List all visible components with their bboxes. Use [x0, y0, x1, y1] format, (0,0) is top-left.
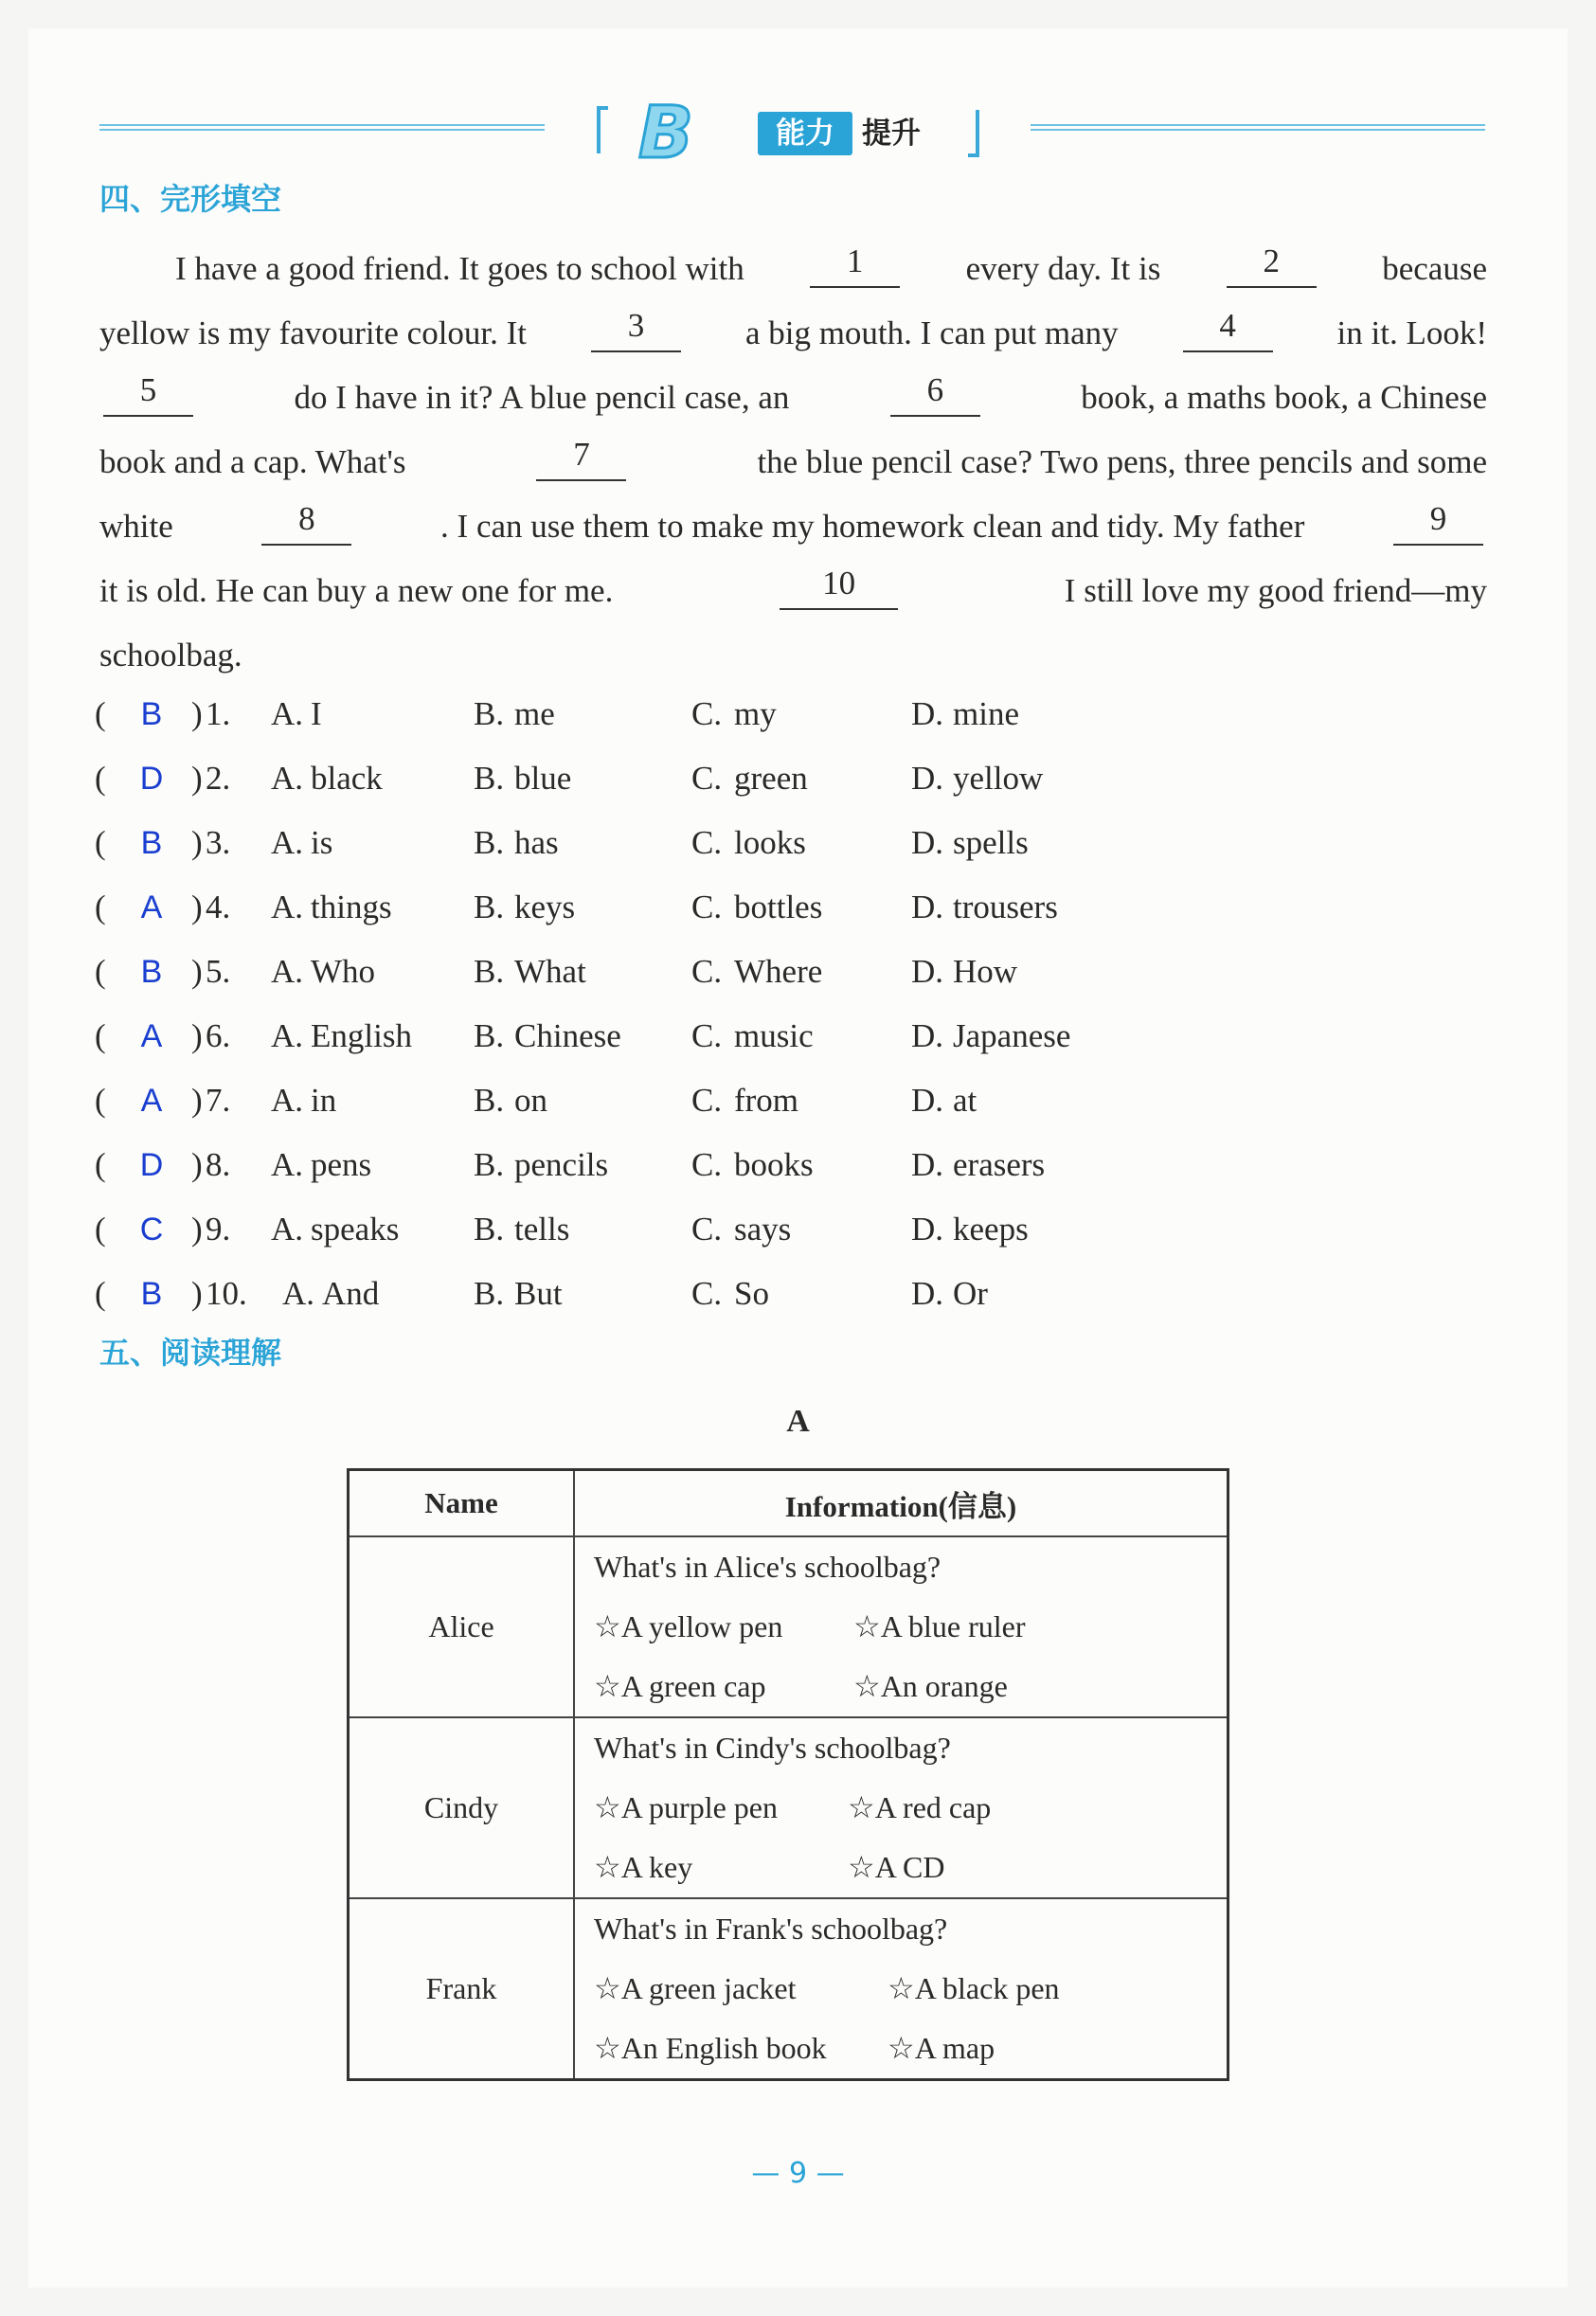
question-row: [95, 811, 1515, 875]
answer-mark: A: [140, 1018, 163, 1054]
option-d: Or: [953, 1275, 988, 1312]
passage-line: [99, 559, 1487, 623]
blank-5: 5: [103, 366, 193, 417]
b-logo-icon: [635, 99, 718, 165]
question-number: 9.: [206, 1211, 231, 1248]
b-logo-letter: B: [638, 99, 693, 165]
paren-left: (: [95, 1082, 106, 1119]
paren-right: ): [191, 695, 203, 732]
student-name: Frank: [349, 1898, 575, 2080]
option-label-b: B.: [474, 953, 505, 990]
passage-text: do I have in it? A blue pencil case, an: [294, 379, 790, 416]
option-b: But: [514, 1275, 563, 1312]
passage-text: in it. Look!: [1336, 314, 1487, 351]
question-row: [95, 1004, 1515, 1068]
option-c: So: [734, 1275, 769, 1312]
question-number: 5.: [206, 953, 231, 990]
option-label-d: D.: [911, 824, 944, 861]
option-label-a: A.: [271, 1017, 304, 1054]
option-a: is: [311, 824, 333, 861]
option-b: Chinese: [514, 1017, 621, 1054]
answer-mark: B: [140, 954, 163, 990]
question-number: 4.: [206, 889, 231, 925]
answer-mark: C: [139, 1212, 164, 1248]
option-label-c: C.: [691, 1082, 723, 1119]
paren-right: ): [191, 1275, 203, 1312]
blank-8: 8: [261, 494, 351, 546]
blank-3: 3: [591, 301, 681, 352]
answer-mark: D: [139, 1147, 164, 1183]
answer-mark: A: [140, 1083, 163, 1119]
question-row: [95, 1068, 1515, 1133]
option-d: How: [953, 953, 1018, 990]
info-item: ☆A CD: [848, 1850, 945, 1884]
info-question: What's in Alice's schoolbag?: [594, 1550, 941, 1584]
info-item-line: [594, 2019, 1227, 2078]
paren-left: (: [95, 695, 106, 732]
info-item-line: [594, 1959, 1227, 2019]
header-rule-left: [99, 124, 545, 131]
option-d: keeps: [953, 1211, 1029, 1248]
paren-right: ): [191, 824, 203, 861]
option-label-c: C.: [691, 1146, 723, 1183]
passage-title: A: [786, 1404, 810, 1439]
option-label-b: B.: [474, 1146, 505, 1183]
passage-text: yellow is my favourite colour. It: [99, 314, 528, 351]
question-number: 7.: [206, 1082, 231, 1119]
option-d: trousers: [953, 889, 1058, 925]
option-label-c: C.: [691, 889, 723, 925]
question-list: [95, 682, 1515, 1326]
option-d: erasers: [953, 1146, 1046, 1183]
option-c: from: [734, 1082, 799, 1119]
question-row: [95, 940, 1515, 1004]
question-row: [95, 1133, 1515, 1197]
passage-line: [99, 430, 1487, 494]
table-row: [349, 1536, 1228, 1717]
info-cell: [574, 1536, 1228, 1717]
option-a: Who: [311, 953, 376, 990]
option-label-a: A.: [271, 695, 304, 732]
question-row: [95, 746, 1515, 811]
cloze-passage: [99, 237, 1487, 688]
paren-left: (: [95, 953, 106, 990]
option-label-d: D.: [911, 760, 944, 797]
option-label-a: A.: [271, 1211, 304, 1248]
option-b: keys: [514, 889, 576, 925]
option-label-d: D.: [911, 953, 944, 990]
info-item: ☆A key: [594, 1850, 693, 1884]
option-label-a: A.: [271, 889, 304, 925]
info-item: ☆An English book: [594, 2031, 827, 2065]
info-question: What's in Frank's schoolbag?: [594, 1912, 948, 1946]
option-label-b: B.: [474, 1275, 505, 1312]
passage-line: [99, 623, 1487, 688]
option-a: things: [311, 889, 392, 925]
paren-left: (: [95, 889, 106, 925]
option-b: blue: [514, 760, 572, 797]
info-table: [347, 1468, 1229, 2081]
option-label-c: C.: [691, 695, 723, 732]
option-label-c: C.: [691, 760, 723, 797]
option-a: black: [311, 760, 383, 797]
option-label-b: B.: [474, 824, 505, 861]
option-a: And: [322, 1275, 380, 1312]
option-label-b: B.: [474, 889, 505, 925]
info-item: ☆A green jacket: [594, 1971, 797, 2005]
option-d: Japanese: [953, 1017, 1071, 1054]
badge-label: 能力: [758, 112, 852, 155]
answer-mark: B: [140, 1276, 163, 1312]
option-c: my: [734, 695, 777, 732]
blank-4: 4: [1183, 301, 1273, 352]
info-item: ☆A yellow pen: [594, 1609, 783, 1643]
info-item: ☆A red cap: [848, 1790, 992, 1824]
option-label-d: D.: [911, 1082, 944, 1119]
passage-text: it is old. He can buy a new one for me.: [99, 572, 614, 609]
header-bracket-left: [597, 106, 608, 153]
option-c: looks: [734, 824, 806, 861]
blank-2: 2: [1227, 237, 1317, 288]
option-label-b: B.: [474, 760, 505, 797]
section4-heading: 四、完形填空: [99, 181, 282, 217]
option-a: pens: [311, 1146, 372, 1183]
answer-mark: B: [140, 696, 163, 732]
info-item: ☆A green cap: [594, 1669, 766, 1703]
option-d: at: [953, 1082, 977, 1119]
table-header-row: [349, 1470, 1228, 1537]
option-d: mine: [953, 695, 1019, 732]
passage-text: book and a cap. What's: [99, 443, 406, 480]
option-label-b: B.: [474, 1211, 505, 1248]
answer-mark: A: [140, 889, 163, 925]
blank-6: 6: [890, 366, 980, 417]
answer-mark: D: [139, 761, 164, 797]
question-number: 10.: [206, 1275, 247, 1312]
option-label-c: C.: [691, 824, 723, 861]
option-label-a: A.: [271, 1146, 304, 1183]
option-label-d: D.: [911, 695, 944, 732]
option-label-d: D.: [911, 1211, 944, 1248]
info-item: ☆A black pen: [888, 1971, 1060, 2005]
badge-text: 提升: [862, 117, 921, 151]
option-c: bottles: [734, 889, 823, 925]
info-item-line: [594, 1657, 1227, 1716]
question-number: 8.: [206, 1146, 231, 1183]
option-label-a: A.: [271, 824, 304, 861]
paren-left: (: [95, 1275, 106, 1312]
page-number: — 9 —: [751, 2157, 845, 2190]
passage-text: I still love my good friend—my: [1064, 572, 1487, 609]
student-name: Cindy: [349, 1717, 575, 1898]
passage-text: every day. It is: [965, 250, 1161, 287]
option-label-b: B.: [474, 1017, 505, 1054]
paren-right: ): [191, 1146, 203, 1183]
table-row: [349, 1898, 1228, 2080]
option-c: says: [734, 1211, 792, 1248]
option-label-a: A.: [271, 953, 304, 990]
option-c: music: [734, 1017, 814, 1054]
question-row: [95, 1262, 1515, 1326]
passage-text: because: [1382, 250, 1487, 287]
blank-9: 9: [1393, 494, 1483, 546]
col-name-header: Name: [349, 1470, 575, 1537]
passage-line: [99, 494, 1487, 559]
passage-line: [99, 301, 1487, 366]
question-row: [95, 682, 1515, 746]
question-number: 6.: [206, 1017, 231, 1054]
info-cell: [574, 1717, 1228, 1898]
option-c: books: [734, 1146, 814, 1183]
passage-text: I have a good friend. It goes to school with: [175, 250, 744, 287]
paren-right: ): [191, 1017, 203, 1054]
paren-right: ): [191, 953, 203, 990]
option-label-d: D.: [911, 1146, 944, 1183]
passage-text: schoolbag.: [99, 637, 242, 673]
passage-text: the blue pencil case? Two pens, three pencils and some: [757, 443, 1487, 480]
option-c: Where: [734, 953, 823, 990]
info-item: ☆A map: [888, 2031, 995, 2065]
option-a: in: [311, 1082, 337, 1119]
paren-left: (: [95, 824, 106, 861]
info-item: ☆An orange: [853, 1669, 1008, 1703]
option-label-c: C.: [691, 1017, 723, 1054]
info-item: ☆A blue ruler: [853, 1609, 1026, 1643]
section5-heading: 五、阅读理解: [99, 1335, 282, 1371]
info-item: ☆A purple pen: [594, 1790, 778, 1824]
paren-left: (: [95, 1146, 106, 1183]
answer-mark: B: [140, 825, 163, 861]
info-question: What's in Cindy's schoolbag?: [594, 1731, 951, 1765]
option-d: yellow: [953, 760, 1044, 797]
info-cell: [574, 1898, 1228, 2080]
option-label-a: A.: [271, 1082, 304, 1119]
option-label-d: D.: [911, 1275, 944, 1312]
option-b: What: [514, 953, 586, 990]
option-label-c: C.: [691, 953, 723, 990]
option-c: green: [734, 760, 808, 797]
info-item-line: [594, 1778, 1227, 1838]
option-a: I: [311, 695, 322, 732]
option-a: English: [311, 1017, 412, 1054]
question-row: [95, 875, 1515, 940]
question-number: 2.: [206, 760, 231, 797]
option-label-d: D.: [911, 1017, 944, 1054]
option-b: tells: [514, 1211, 570, 1248]
paren-left: (: [95, 1017, 106, 1054]
option-label-b: B.: [474, 695, 505, 732]
passage-text: white: [99, 508, 173, 545]
student-name: Alice: [349, 1536, 575, 1717]
paren-left: (: [95, 1211, 106, 1248]
blank-7: 7: [536, 430, 626, 481]
paren-right: ): [191, 760, 203, 797]
option-label-c: C.: [691, 1275, 723, 1312]
info-item-line: [594, 1597, 1227, 1657]
paren-right: ): [191, 1211, 203, 1248]
passage-text: a big mouth. I can put many: [744, 314, 1119, 351]
option-label-a: A.: [271, 760, 304, 797]
option-b: on: [514, 1082, 547, 1119]
option-label-d: D.: [911, 889, 944, 925]
table-row: [349, 1717, 1228, 1898]
paren-left: (: [95, 760, 106, 797]
question-row: [95, 1197, 1515, 1262]
question-number: 3.: [206, 824, 231, 861]
option-b: pencils: [514, 1146, 609, 1183]
passage-line: [99, 366, 1487, 430]
header-rule-right: [1031, 124, 1485, 131]
option-label-a: A.: [282, 1275, 315, 1312]
header-bracket-right: [968, 110, 979, 157]
paren-right: ): [191, 889, 203, 925]
info-item-line: [594, 1838, 1227, 1897]
blank-1: 1: [810, 237, 900, 288]
passage-text: book, a maths book, a Chinese: [1081, 379, 1487, 416]
blank-10: 10: [780, 559, 898, 610]
option-d: spells: [953, 824, 1029, 861]
col-info-header: Information(信息): [574, 1470, 1228, 1537]
question-number: 1.: [206, 695, 231, 732]
paren-right: ): [191, 1082, 203, 1119]
option-b: me: [514, 695, 555, 732]
option-a: speaks: [311, 1211, 400, 1248]
option-label-c: C.: [691, 1211, 723, 1248]
passage-text: . I can use them to make my homework clean and tidy. My father: [440, 508, 1305, 545]
option-label-b: B.: [474, 1082, 505, 1119]
option-b: has: [514, 824, 559, 861]
passage-line: [99, 237, 1487, 301]
